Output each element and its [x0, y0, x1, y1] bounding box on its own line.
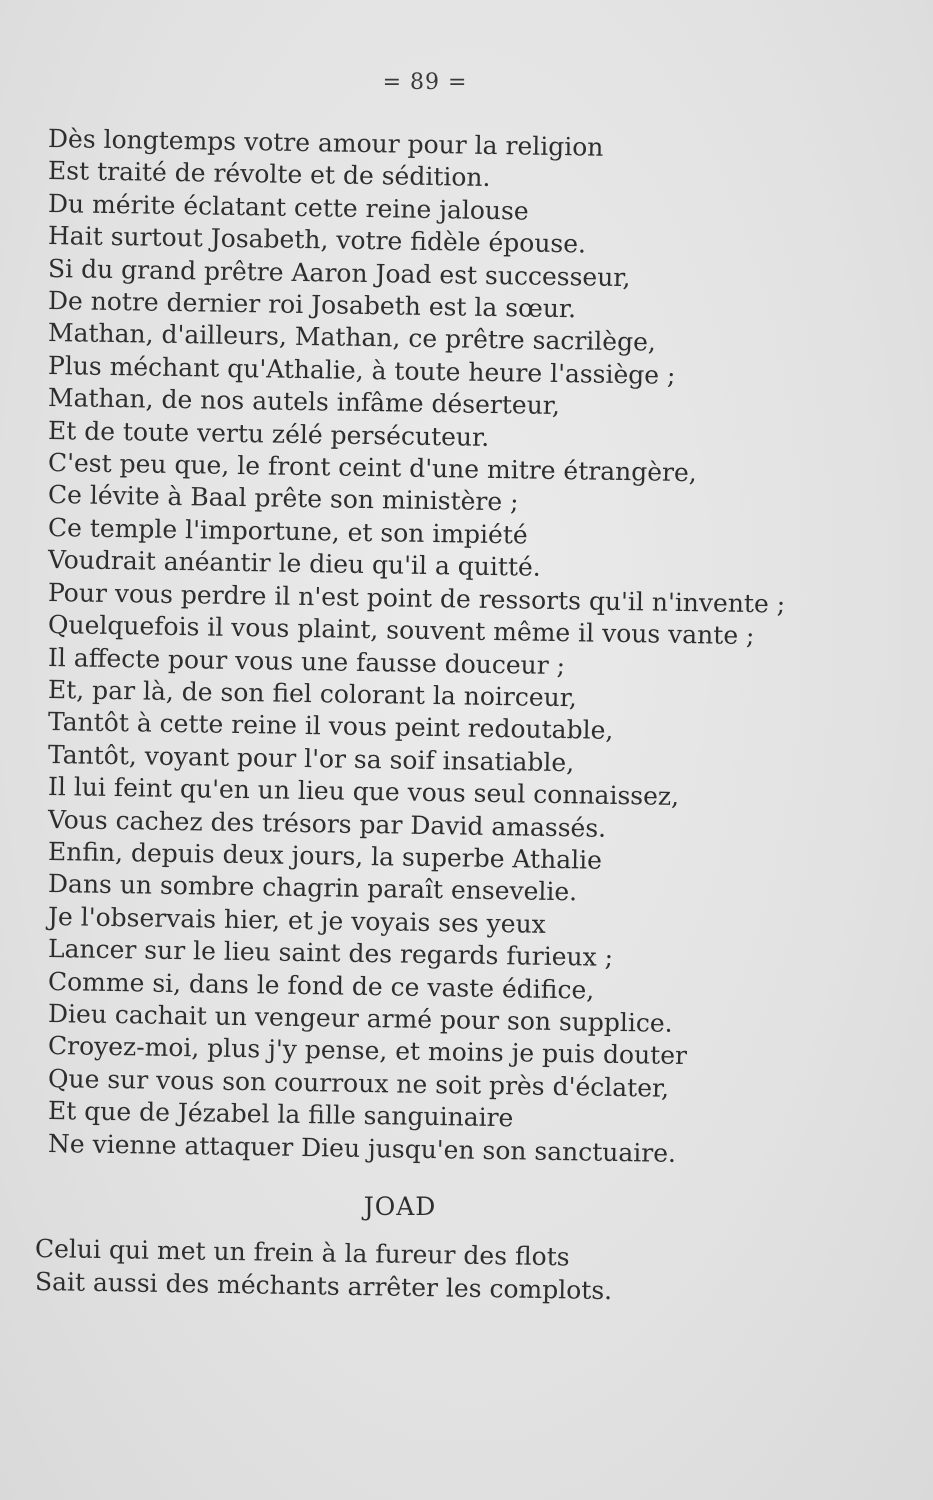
verse-line: Du mérite éclatant cette reine jalouse [47, 188, 529, 226]
verse-line: Tantôt, voyant pour l'or sa soif insatiable, [47, 739, 575, 777]
verse-line: Voudrait anéantir le dieu qu'il a quitté. [47, 545, 541, 583]
verse-line: Hait surtout Josabeth, votre fidèle épouse. [47, 221, 587, 259]
verse-line: Et, par là, de son fiel colorant la noirceur, [47, 674, 578, 713]
verse-line: Je l'observais hier, et je voyais ses yeux [47, 901, 547, 939]
verse-line: Que sur vous son courroux ne soit près d'éclater, [47, 1063, 670, 1103]
verse-line: Dès longtemps votre amour pour la religion [47, 124, 604, 162]
verse-line: Comme si, dans le fond de ce vaste édifice, [47, 966, 595, 1005]
verse-line: Et de toute vertu zélé persécuteur. [47, 415, 490, 452]
verse-line: Ce temple l'importune, et son impiété [47, 512, 528, 550]
verse-line: Mathan, de nos autels infâme déserteur, [47, 383, 561, 421]
verse-line: Vous cachez des trésors par David amassés. [47, 804, 607, 843]
verse-line: Dieu cachait un vengeur armé pour son supplice. [47, 998, 673, 1038]
verse-line: Pour vous perdre il n'est point de ressorts qu'il n'invente ; [47, 577, 786, 619]
verse-line: Mathan, d'ailleurs, Mathan, ce prêtre sacrilège, [47, 318, 657, 357]
verse-line: De notre dernier roi Josabeth est la sœur. [47, 286, 577, 324]
verse-line: Est traité de révolte et de sédition. [47, 156, 491, 193]
verse-line: Tantôt à cette reine il vous peint redoutable, [47, 707, 614, 746]
verse-line: Sait aussi des méchants arrêter les complots. [34, 1267, 613, 1306]
verse-line: Lancer sur le lieu saint des regards furieux ; [47, 934, 614, 973]
page-number: = 89 = [382, 70, 468, 95]
speaker-name: JOAD [363, 1192, 437, 1221]
verse-line: Dans un sombre chagrin paraît ensevelie. [47, 869, 578, 907]
verse-block [47, 123, 808, 1168]
verse-line: Celui qui met un frein à la fureur des flots [34, 1234, 570, 1272]
verse-line: Ne vienne attaquer Dieu jusqu'en son sanctuaire. [47, 1128, 677, 1168]
verse-line: Ce lévite à Baal prête son ministère ; [47, 480, 519, 517]
verse-line: C'est peu que, le front ceint d'une mitre étrangère, [47, 448, 697, 488]
verse-line: Il lui feint qu'en un lieu que vous seul connaissez, [47, 772, 680, 812]
verse-line: Croyez-moi, plus j'y pense, et moins je puis douter [47, 1031, 688, 1071]
verse-line: Quelquefois il vous plaint, souvent même il vous vante ; [47, 610, 755, 651]
speaker-verse-block [34, 1232, 795, 1306]
verse-line: Il affecte pour vous une fausse douceur ; [47, 642, 566, 680]
verse-line: Enfin, depuis deux jours, la superbe Athalie [47, 836, 603, 875]
verse-line: Plus méchant qu'Athalie, à toute heure l'assiège ; [47, 350, 676, 390]
verse-line: Si du grand prêtre Aaron Joad est successeur, [47, 253, 631, 292]
verse-line: Et que de Jézabel la fille sanguinaire [47, 1096, 514, 1133]
